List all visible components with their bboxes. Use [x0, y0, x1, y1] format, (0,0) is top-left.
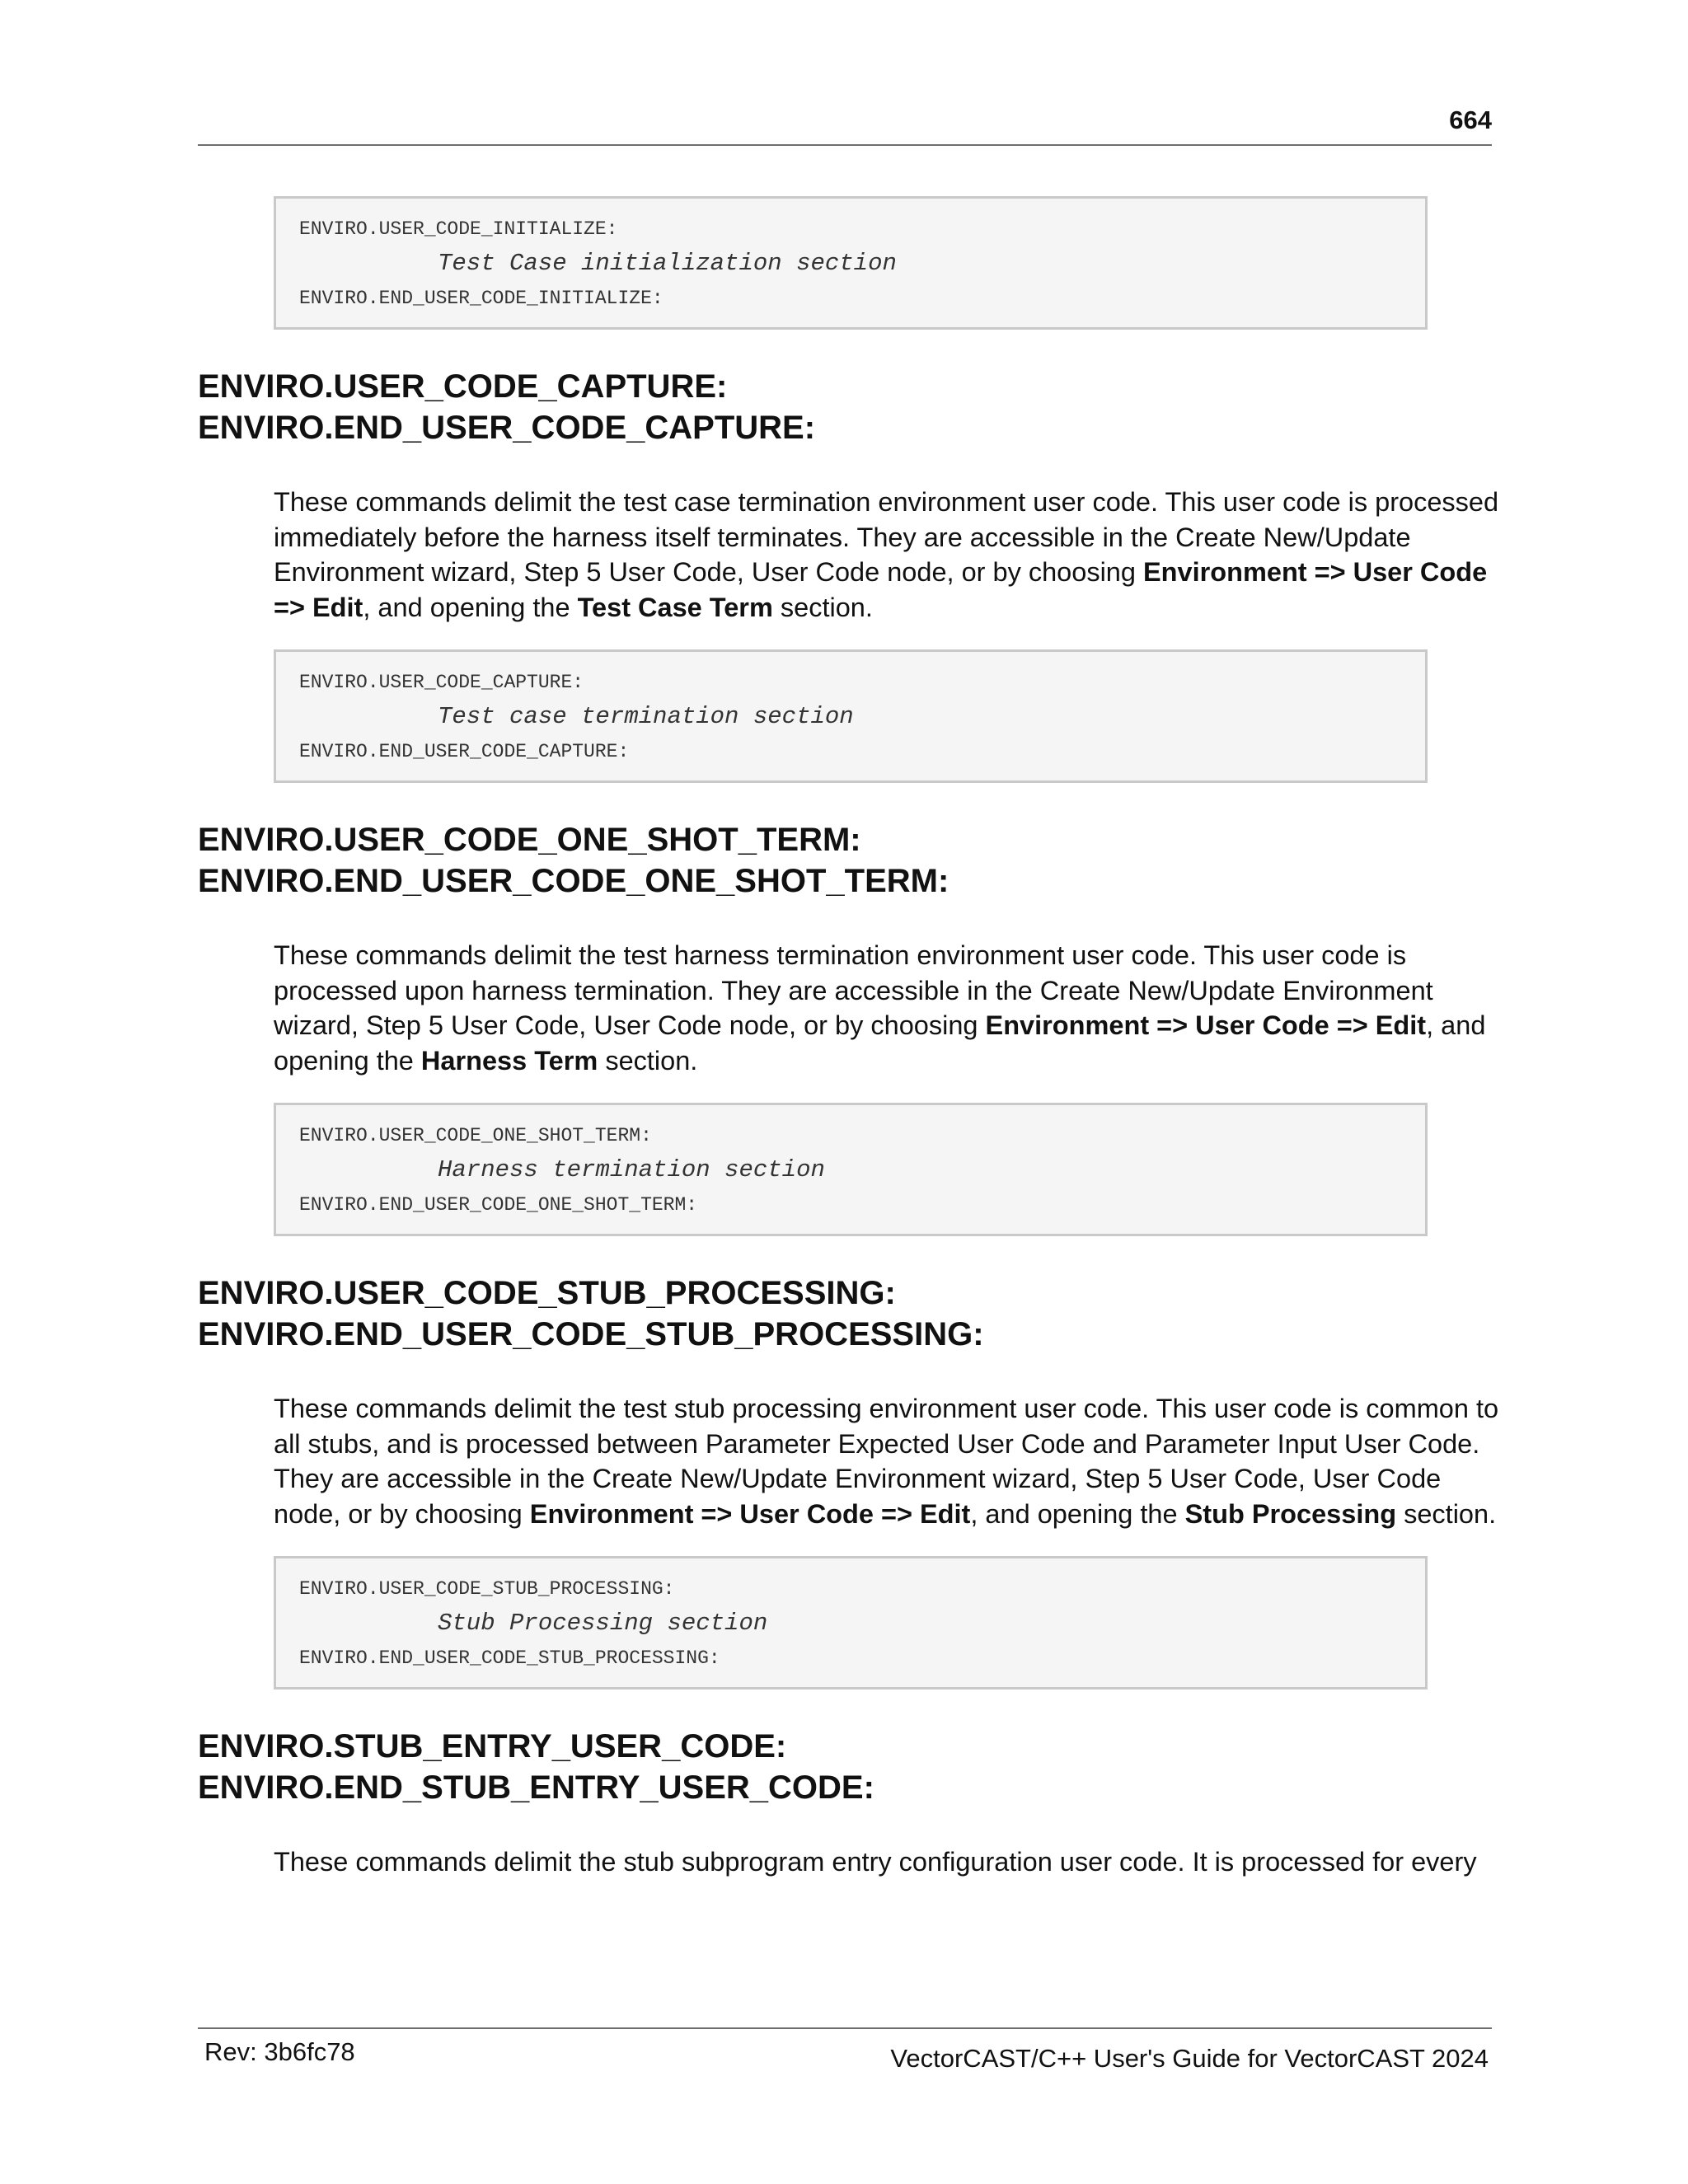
para-text: , and opening the	[274, 1010, 1486, 1076]
code-placeholder-line: Test Case initialization section	[438, 250, 897, 277]
menu-path-bold: Environment => User Code => Edit	[274, 557, 1488, 622]
code-placeholder-line: Stub Processing section	[438, 1610, 768, 1637]
code-end-line: ENVIRO.END_USER_CODE_CAPTURE:	[299, 741, 630, 762]
header-rule	[198, 144, 1492, 146]
section-heading-stub-entry	[198, 1726, 1492, 1808]
heading-line-end: ENVIRO.END_USER_CODE_CAPTURE:	[198, 410, 816, 446]
code-end-line: ENVIRO.END_USER_CODE_ONE_SHOT_TERM:	[299, 1194, 698, 1216]
menu-path-bold: Environment => User Code => Edit	[985, 1010, 1427, 1040]
heading-line-start: ENVIRO.USER_CODE_CAPTURE:	[198, 368, 728, 405]
para-text: These commands delimit the test stub processing environment user code. This user code is common to all stubs, and is processed between Parameter Expected User Code and Parameter Input User Code. They are accessible in the Create New/Update Environment wizard, Step 5 User Code, User Code node, or by choosing	[274, 1394, 1499, 1529]
section-paragraph-stub-processing	[274, 1391, 1502, 1531]
para-text: These commands delimit the test harness termination environment user code. This user code is processed upon harness termination. They are accessible in the Create New/Update Environment wizard, Step 5 User Code, User Code node, or by choosing	[274, 940, 1433, 1040]
page-number: 664	[1449, 105, 1492, 134]
footer-guide-title: VectorCAST/C++ User's Guide for VectorCAST 2024	[890, 2044, 1489, 2073]
code-end-line: ENVIRO.END_USER_CODE_STUB_PROCESSING:	[299, 1647, 720, 1669]
code-start-line: ENVIRO.USER_CODE_INITIALIZE:	[299, 218, 618, 240]
para-text: section.	[598, 1045, 698, 1076]
code-block-initialize	[274, 196, 1428, 330]
section-heading-stub-processing	[198, 1272, 1492, 1355]
section-name-bold: Harness Term	[420, 1045, 598, 1076]
heading-line-end: ENVIRO.END_STUB_ENTRY_USER_CODE:	[198, 1769, 874, 1806]
para-text: , and opening the	[970, 1498, 1185, 1529]
section-paragraph-one-shot-term	[274, 938, 1502, 1078]
code-block-one-shot-term	[274, 1103, 1428, 1236]
para-text: , and opening the	[363, 592, 578, 622]
heading-line-start: ENVIRO.USER_CODE_ONE_SHOT_TERM:	[198, 822, 861, 858]
section-paragraph-capture	[274, 485, 1502, 625]
footer-rule	[198, 2027, 1492, 2029]
section-name-bold: Test Case Term	[577, 592, 773, 622]
heading-line-start: ENVIRO.STUB_ENTRY_USER_CODE:	[198, 1728, 787, 1765]
section-paragraph-stub-entry	[274, 1844, 1502, 1880]
para-text: section.	[1396, 1498, 1497, 1529]
code-start-line: ENVIRO.USER_CODE_CAPTURE:	[299, 672, 584, 693]
code-placeholder-line: Test case termination section	[438, 703, 854, 730]
para-text: These commands delimit the stub subprogram entry configuration user code. It is processed for every	[274, 1847, 1477, 1877]
section-name-bold: Stub Processing	[1184, 1498, 1397, 1529]
section-heading-capture	[198, 366, 1492, 448]
footer-revision: Rev: 3b6fc78	[204, 2037, 355, 2066]
page-content	[198, 196, 1499, 1905]
code-start-line: ENVIRO.USER_CODE_STUB_PROCESSING:	[299, 1578, 675, 1600]
code-placeholder-line: Harness termination section	[438, 1156, 825, 1183]
menu-path-bold: Environment => User Code => Edit	[529, 1498, 971, 1529]
para-text: These commands delimit the test case termination environment user code. This user code is processed immediately before the harness itself terminates. They are accessible in the Create New/Update Environment wizard, Step 5 User Code, User Code node, or by choosing	[274, 487, 1499, 587]
heading-line-end: ENVIRO.END_USER_CODE_ONE_SHOT_TERM:	[198, 863, 950, 899]
code-block-stub-processing	[274, 1556, 1428, 1690]
para-text: section.	[772, 592, 873, 622]
section-heading-one-shot-term	[198, 819, 1492, 902]
code-end-line: ENVIRO.END_USER_CODE_INITIALIZE:	[299, 288, 663, 309]
heading-line-end: ENVIRO.END_USER_CODE_STUB_PROCESSING:	[198, 1316, 984, 1352]
heading-line-start: ENVIRO.USER_CODE_STUB_PROCESSING:	[198, 1275, 896, 1311]
code-start-line: ENVIRO.USER_CODE_ONE_SHOT_TERM:	[299, 1125, 652, 1146]
code-block-capture	[274, 649, 1428, 783]
